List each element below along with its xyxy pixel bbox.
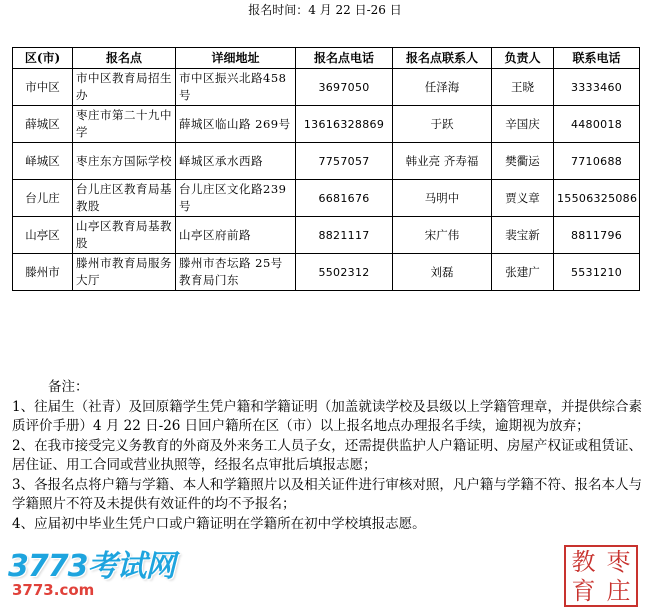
contact-cell: 宋广伟: [393, 217, 492, 254]
notes-section: [12, 378, 642, 534]
site-cell: 枣庄东方国际学校: [73, 143, 176, 180]
site-cell: 枣庄市第二十九中学: [73, 106, 176, 143]
leader-cell: 裴宝新: [492, 217, 554, 254]
note-item: 4、应届初中毕业生凭户口或户籍证明在学籍所在初中学校填报志愿。: [12, 515, 426, 532]
site-phone-cell: 5502312: [296, 254, 393, 291]
seal-char: 枣: [606, 547, 631, 576]
note-item: 3、各报名点将户籍与学籍、本人和学籍照片以及相关证件进行审核对照，凡户籍与学籍不符、报名本人与学籍照片不符及未提供有效证件的均不予报名；: [12, 476, 642, 512]
phone-cell: 8811796: [554, 217, 640, 254]
seal-char: 庄: [606, 576, 631, 605]
table-row: [13, 106, 640, 143]
column-header: 报名点电话: [296, 48, 393, 69]
district-cell: 山亭区: [13, 217, 73, 254]
column-header: 联系电话: [554, 48, 640, 69]
note-item: 2、在我市接受完义务教育的外商及外来务工人员子女，还需提供监护人户籍证明、房屋产权证或租赁证、居住证、用工合同或营业执照等，经报名点审批后填报志愿；: [12, 437, 642, 473]
note-item: 1、往届生（社青）及回原籍学生凭户籍和学籍证明（加盖就读学校及县级以上学籍管理章，并提供综合素质评价手册）4 月 22 日-26 日回户籍所在区（市）以上报名地点办理报名手续，逾期视为放弃；: [12, 398, 642, 434]
site-cell: 山亭区教育局基教股: [73, 217, 176, 254]
contact-cell: 刘磊: [393, 254, 492, 291]
phone-cell: 3333460: [554, 69, 640, 106]
contact-cell: 于跃: [393, 106, 492, 143]
district-cell: 薛城区: [13, 106, 73, 143]
leader-cell: 贾义章: [492, 180, 554, 217]
table-header-row: [13, 48, 640, 69]
address-cell: 山亭区府前路: [176, 217, 296, 254]
site-phone-cell: 6681676: [296, 180, 393, 217]
column-header: 报名点: [73, 48, 176, 69]
phone-cell: 7710688: [554, 143, 640, 180]
address-cell: 市中区振兴北路458 号: [176, 69, 296, 106]
table-row: [13, 217, 640, 254]
contact-cell: 任泽海: [393, 69, 492, 106]
column-header: 报名点联系人: [393, 48, 492, 69]
watermark-logo: 3773考试网: [8, 549, 175, 584]
district-cell: 滕州市: [13, 254, 73, 291]
district-cell: 台儿庄: [13, 180, 73, 217]
leader-cell: 辛国庆: [492, 106, 554, 143]
address-cell: 滕州市杏坛路 25号教育局门东: [176, 254, 296, 291]
site-phone-cell: 7757057: [296, 143, 393, 180]
phone-cell: 4480018: [554, 106, 640, 143]
table-row: [13, 143, 640, 180]
site-cell: 滕州市教育局服务大厅: [73, 254, 176, 291]
column-header: 区(市): [13, 48, 73, 69]
column-header: 负责人: [492, 48, 554, 69]
address-cell: 薛城区临山路 269号: [176, 106, 296, 143]
district-cell: 峄城区: [13, 143, 73, 180]
address-cell: 峄城区承水西路: [176, 143, 296, 180]
table-row: [13, 254, 640, 291]
notes-title: 备注：: [48, 379, 89, 395]
seal-char: 育: [571, 576, 596, 605]
registration-table: [12, 47, 640, 291]
contact-cell: 韩业亮 齐寿福: [393, 143, 492, 180]
site-phone-cell: 8821117: [296, 217, 393, 254]
leader-cell: 张建广: [492, 254, 554, 291]
phone-cell: 5531210: [554, 254, 640, 291]
site-cell: 市中区教育局招生办: [73, 69, 176, 106]
site-phone-cell: 3697050: [296, 69, 393, 106]
column-header: 详细地址: [176, 48, 296, 69]
address-cell: 台儿庄区文化路239 号: [176, 180, 296, 217]
phone-cell: 15506325086: [554, 180, 640, 217]
registration-time: 报名时间：4 月 22 日-26 日: [248, 3, 402, 17]
contact-cell: 马明中: [393, 180, 492, 217]
leader-cell: 王晓: [492, 69, 554, 106]
site-watermark: [8, 541, 178, 605]
seal-char: 教: [571, 547, 596, 576]
table-row: [13, 69, 640, 106]
site-cell: 台儿庄区教育局基教股: [73, 180, 176, 217]
table-row: [13, 180, 640, 217]
watermark-url: 3773.com: [12, 581, 95, 599]
site-phone-cell: 13616328869: [296, 106, 393, 143]
leader-cell: 樊衢运: [492, 143, 554, 180]
red-seal-stamp: [564, 545, 638, 607]
district-cell: 市中区: [13, 69, 73, 106]
